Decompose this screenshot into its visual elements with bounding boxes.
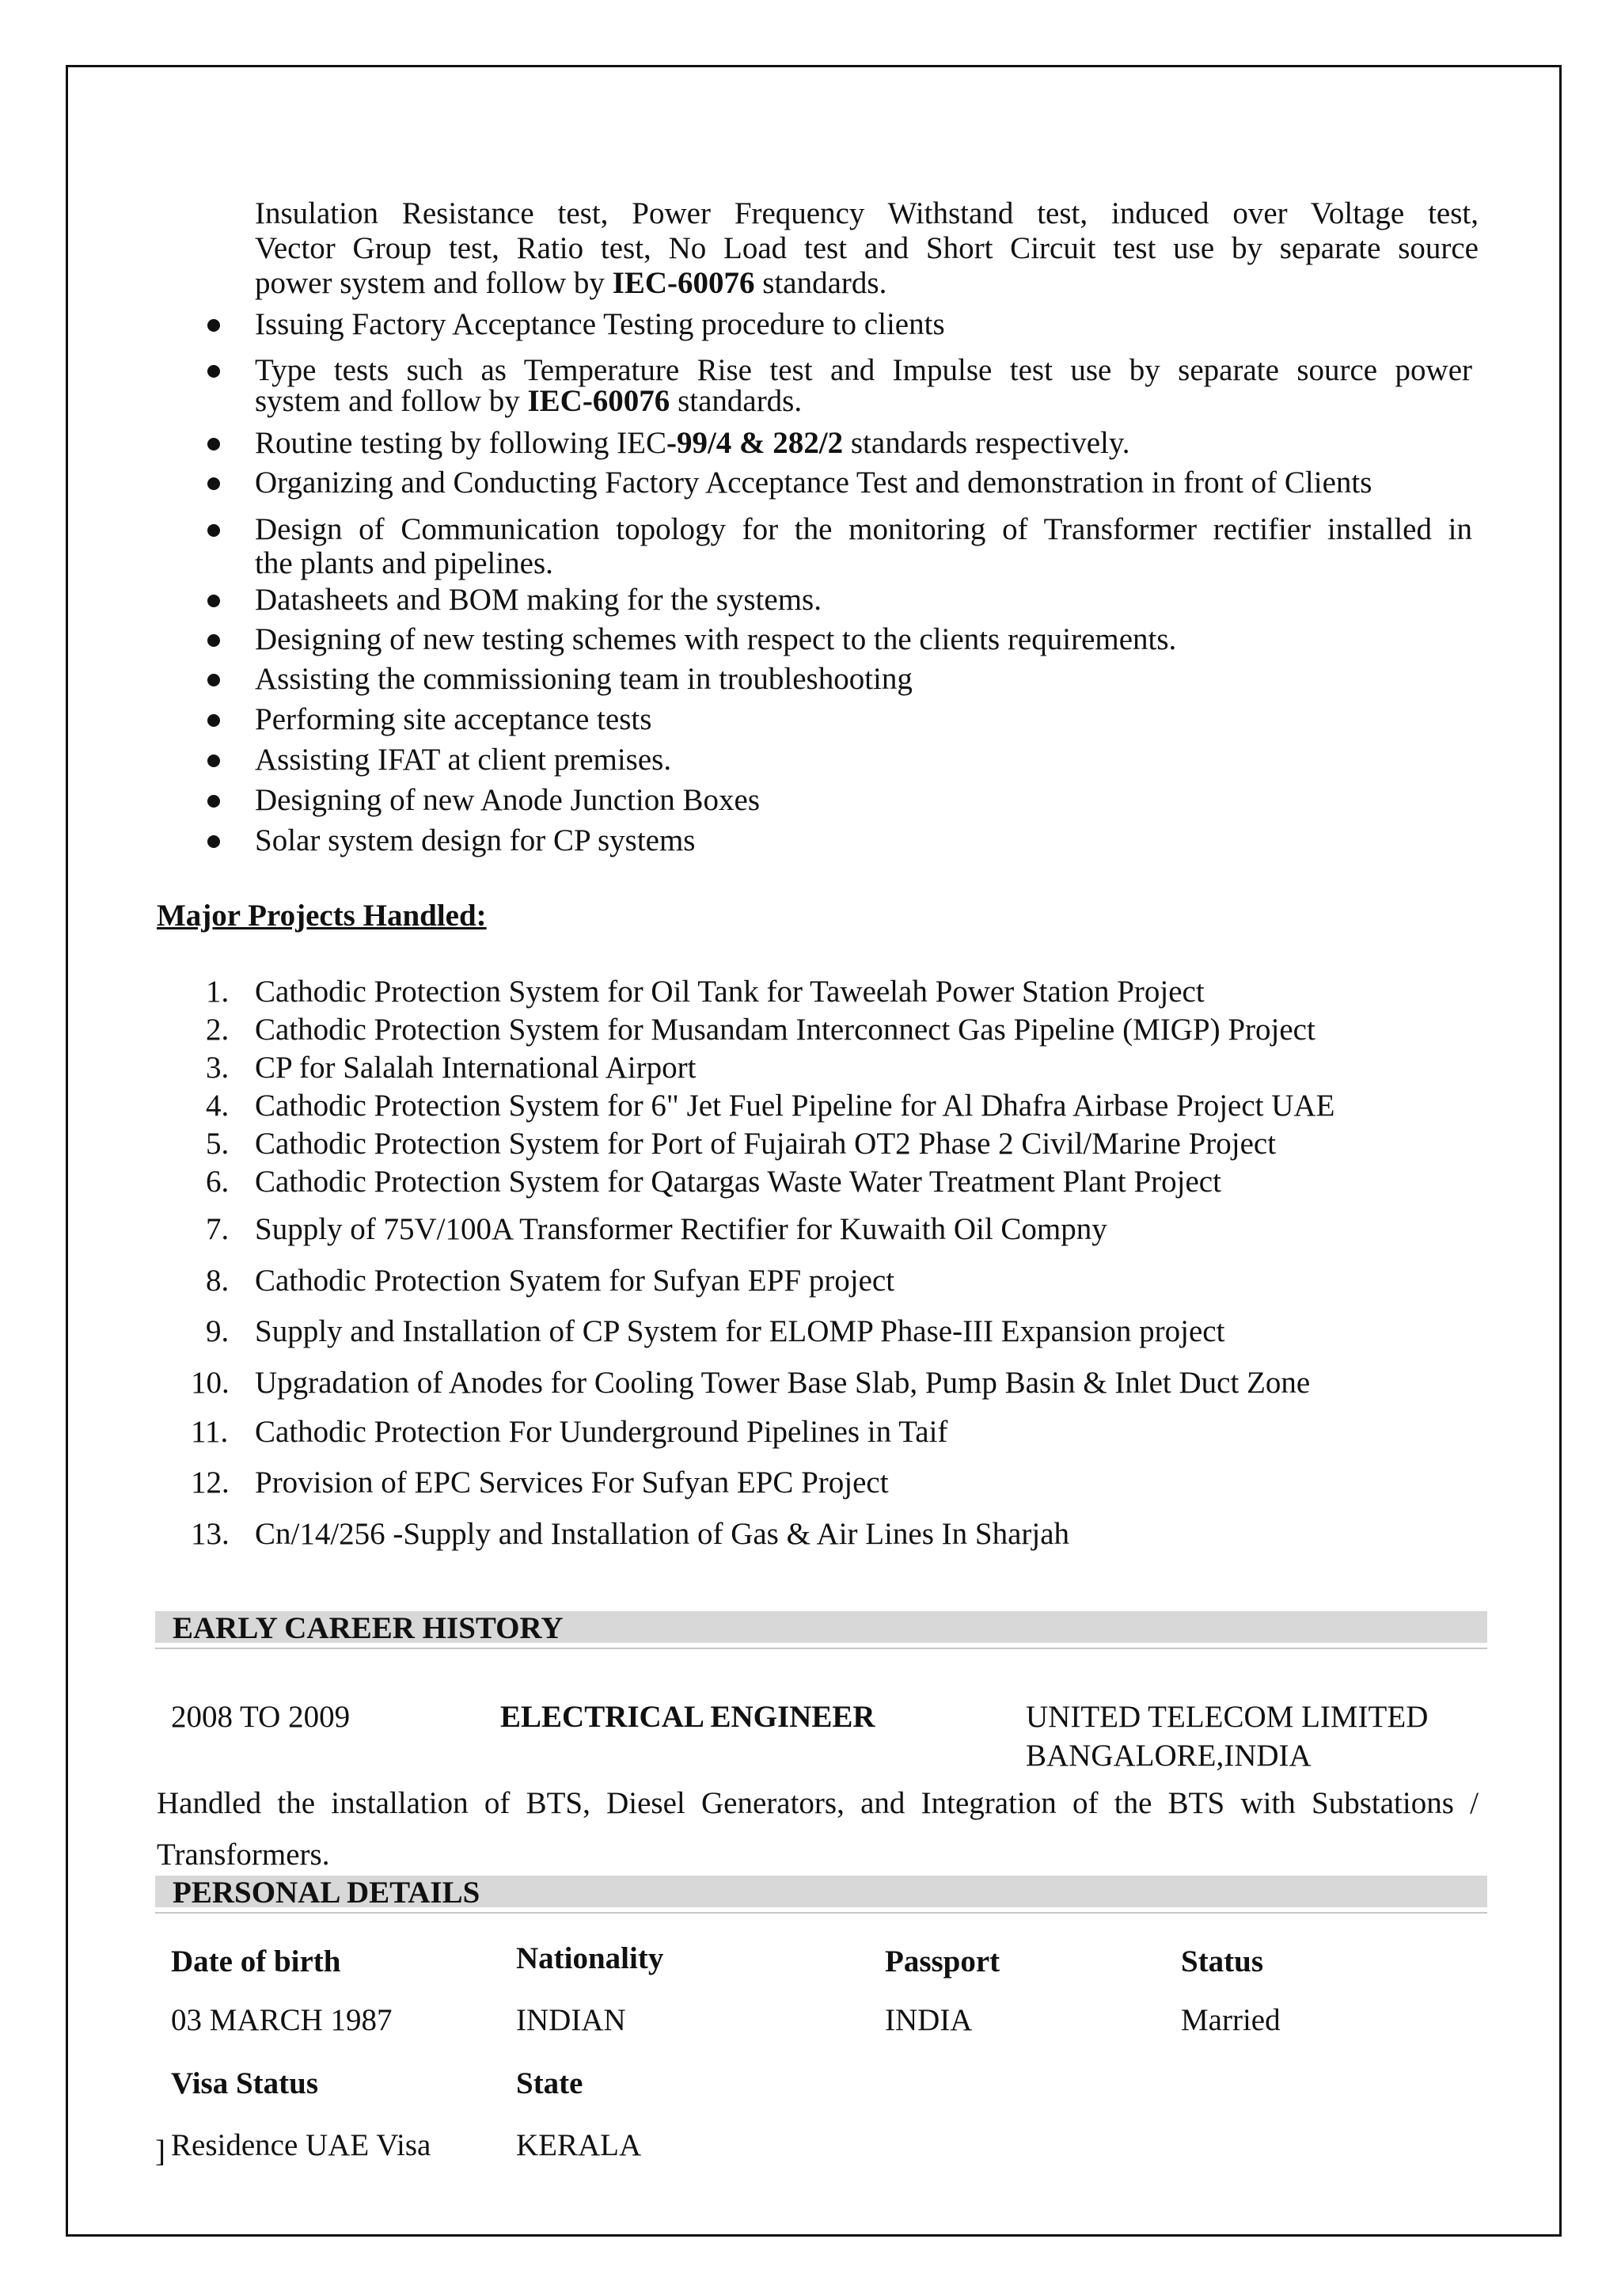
bullet-dot [207, 755, 220, 767]
bullet-item-cont: the plants and pipelines. [255, 546, 553, 580]
bullet-item: Assisting IFAT at client premises. [255, 743, 672, 777]
stray-bracket: ] [155, 2134, 165, 2169]
bullet-item-cont: system and follow by IEC-60076 standards. [255, 384, 803, 418]
project-item: CP for Salalah International Airport [255, 1051, 697, 1085]
bullet-dot [207, 477, 220, 490]
project-item: Supply and Installation of CP System for ELOMP Phase-III Expansion project [255, 1314, 1225, 1348]
career-company: UNITED TELECOM LIMITED [1026, 1700, 1429, 1734]
career-location: BANGALORE,INDIA [1026, 1739, 1312, 1773]
visa-status-value: Residence UAE Visa [171, 2128, 431, 2162]
dob-value: 03 MARCH 1987 [171, 2003, 393, 2037]
bullet-dot [207, 795, 220, 808]
intro-line-3: power system and follow by IEC-60076 standards. [255, 266, 887, 300]
project-number: 13. [191, 1517, 230, 1551]
project-number: 10. [191, 1366, 230, 1400]
project-number: 11. [191, 1415, 229, 1449]
career-role: ELECTRICAL ENGINEER [500, 1700, 875, 1734]
project-number: 6. [206, 1165, 230, 1199]
bullet-dot [207, 674, 220, 686]
bullet-item: Datasheets and BOM making for the systems. [255, 583, 822, 617]
bullet-item: Solar system design for CP systems [255, 823, 696, 857]
project-number: 5. [206, 1127, 230, 1161]
bullet-item: Designing of new Anode Junction Boxes [255, 783, 761, 817]
passport-value: INDIA [885, 2003, 973, 2037]
section-rule [155, 1912, 1487, 1914]
section-title-early-career: EARLY CAREER HISTORY [173, 1611, 564, 1645]
nationality-value: INDIAN [516, 2003, 626, 2037]
project-item: Cathodic Protection System for Oil Tank for Taweelah Power Station Project [255, 975, 1205, 1009]
bullet-item: Design of Communication topology for the monitoring of Transformer rectifier installed in [255, 512, 1472, 546]
project-number: 7. [206, 1212, 230, 1246]
visa-status-label: Visa Status [171, 2066, 319, 2100]
project-number: 12. [191, 1465, 230, 1500]
career-period: 2008 TO 2009 [171, 1700, 351, 1734]
project-item: Cathodic Protection System for 6" Jet Fuel Pipeline for Al Dhafra Airbase Project UAE [255, 1089, 1335, 1123]
passport-label: Passport [885, 1944, 1000, 1979]
bullet-dot [207, 714, 220, 727]
bullet-dot [207, 835, 220, 848]
project-number: 3. [206, 1051, 230, 1085]
bullet-item: Routine testing by following IEC-99/4 & 282/2 standards respectively. [255, 426, 1130, 460]
projects-heading: Major Projects Handled: [157, 899, 487, 933]
intro-line-1: Insulation Resistance test, Power Frequency Withstand test, induced over Voltage test, [255, 196, 1479, 230]
bullet-dot [207, 634, 220, 647]
section-rule [155, 1648, 1487, 1649]
bullet-dot [207, 595, 220, 607]
nationality-label: Nationality [516, 1941, 664, 1975]
project-item: Cathodic Protection For Uunderground Pipelines in Taif [255, 1415, 948, 1449]
project-item: Cathodic Protection System for Qatargas Waste Water Treatment Plant Project [255, 1165, 1221, 1199]
dob-label: Date of birth [171, 1944, 341, 1979]
status-value: Married [1181, 2003, 1281, 2037]
project-number: 2. [206, 1013, 230, 1047]
project-number: 8. [206, 1264, 230, 1298]
intro-line-2: Vector Group test, Ratio test, No Load test and Short Circuit test use by separate source [255, 231, 1479, 265]
bullet-dot [207, 365, 220, 378]
project-item: Upgradation of Anodes for Cooling Tower Base Slab, Pump Basin & Inlet Duct Zone [255, 1366, 1311, 1400]
project-item: Cathodic Protection System for Musandam Interconnect Gas Pipeline (MIGP) Project [255, 1013, 1315, 1047]
bullet-item: Designing of new testing schemes with respect to the clients requirements. [255, 622, 1177, 656]
bullet-item: Issuing Factory Acceptance Testing procedure to clients [255, 307, 945, 341]
project-item: Cathodic Protection Syatem for Sufyan EPF project [255, 1264, 895, 1298]
bullet-dot [207, 319, 220, 332]
project-number: 1. [206, 975, 230, 1009]
career-description: Handled the installation of BTS, Diesel Generators, and Integration of the BTS with Substations / [157, 1786, 1479, 1820]
project-item: Cn/14/256 -Supply and Installation of Gas & Air Lines In Sharjah [255, 1517, 1070, 1551]
bullet-item: Organizing and Conducting Factory Acceptance Test and demonstration in front of Clients [255, 466, 1372, 500]
project-item: Supply of 75V/100A Transformer Rectifier for Kuwaith Oil Compny [255, 1212, 1107, 1246]
section-title-personal: PERSONAL DETAILS [173, 1876, 480, 1910]
bullet-item: Type tests such as Temperature Rise test and Impulse test use by separate source power [255, 353, 1472, 387]
state-label: State [516, 2066, 583, 2100]
project-number: 9. [206, 1314, 230, 1348]
project-number: 4. [206, 1089, 230, 1123]
bullet-dot [207, 438, 220, 450]
bullet-item: Assisting the commissioning team in troubleshooting [255, 662, 913, 696]
status-label: Status [1181, 1944, 1264, 1979]
project-item: Cathodic Protection System for Port of Fujairah OT2 Phase 2 Civil/Marine Project [255, 1127, 1277, 1161]
career-description-cont: Transformers. [157, 1838, 330, 1872]
project-item: Provision of EPC Services For Sufyan EPC Project [255, 1465, 889, 1500]
bullet-item: Performing site acceptance tests [255, 702, 652, 736]
state-value: KERALA [516, 2128, 642, 2162]
bullet-dot [207, 524, 220, 537]
